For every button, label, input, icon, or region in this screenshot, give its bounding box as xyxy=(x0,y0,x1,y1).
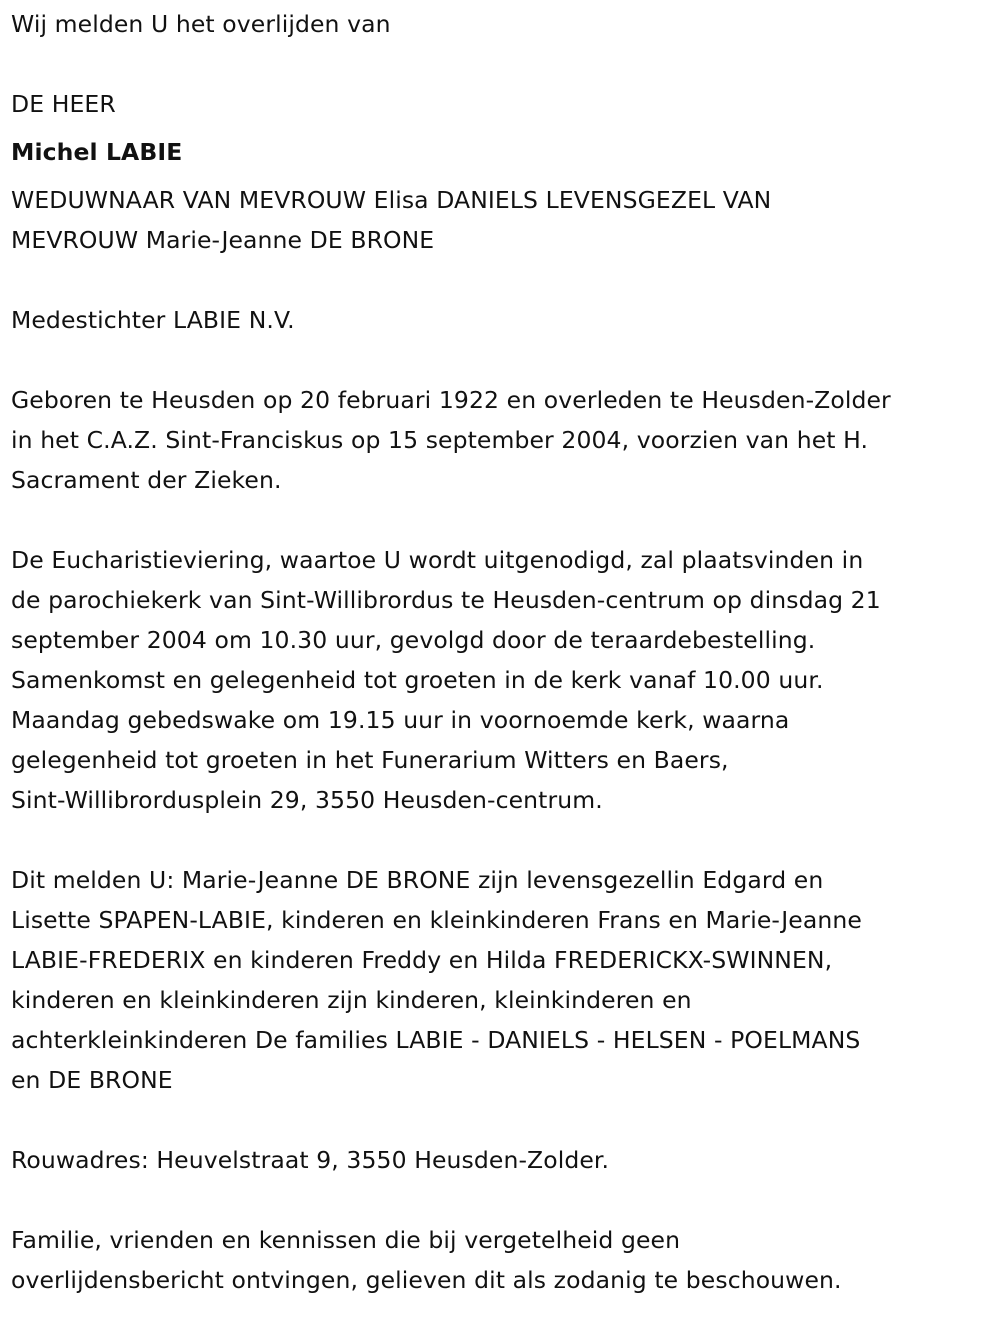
spacer xyxy=(11,340,996,380)
spacer xyxy=(11,820,996,860)
family-text: Dit melden U: Marie-Jeanne DE BRONE zijn levensgezellin Edgard en Lisette SPAPEN-LABIE, kinderen en kleinkinderen Frans en Marie-Jeanne LABIE-FREDERIX en kinderen Freddy en Hilda FREDERICKX-SWINNEN, kinderen en kleinkinderen zijn kinderen, kleinkinderen en achterkleinkinderen De families LABIE - DANIELS - HELSEN - POELMANS en DE BRONE xyxy=(11,866,862,1094)
spacer xyxy=(11,124,996,132)
birth-death-text: Geboren te Heusden op 20 februari 1922 en overleden te Heusden-Zolder in het C.A.Z. Sint-Franciskus op 15 september 2004, voorzien van het H. Sacrament der Zieken. xyxy=(11,386,891,494)
ceremony-text: De Eucharistieviering, waartoe U wordt uitgenodigd, zal plaatsvinden in de parochiekerk van Sint-Willibrordus te Heusden-centrum op dinsdag 21 september 2004 om 10.30 uur, gevolgd door de teraardebestelling. Samenkomst en gelegenheid tot groeten in de kerk vanaf 10.00 uur. Maandag gebedswake om 19.15 uur in voornoemde kerk, waarna gelegenheid tot groeten in het Funerarium Witters en Baers, Sint-Willibrordusplein 29, 3550 Heusden-centrum. xyxy=(11,546,881,814)
spacer xyxy=(11,44,996,84)
deceased-name: Michel LABIE xyxy=(11,138,183,166)
relation-text: WEDUWNAAR VAN MEVROUW Elisa DANIELS LEVENSGEZEL VAN MEVROUW Marie-Jeanne DE BRONE xyxy=(11,186,772,254)
spacer xyxy=(11,260,996,300)
spacer xyxy=(11,500,996,540)
address-text: Rouwadres: Heuvelstraat 9, 3550 Heusden-Zolder. xyxy=(11,1146,610,1174)
spacer xyxy=(11,1100,996,1140)
role-text: Medestichter LABIE N.V. xyxy=(11,306,295,334)
intro-text: Wij melden U het overlijden van xyxy=(11,10,391,38)
spacer xyxy=(11,172,996,180)
title-text: DE HEER xyxy=(11,90,116,118)
closing-text: Familie, vrienden en kennissen die bij vergetelheid geen overlijdensbericht ontvingen, gelieven dit als zodanig te beschouwen. xyxy=(11,1226,842,1294)
death-notice xyxy=(11,4,996,1300)
spacer xyxy=(11,1180,996,1220)
